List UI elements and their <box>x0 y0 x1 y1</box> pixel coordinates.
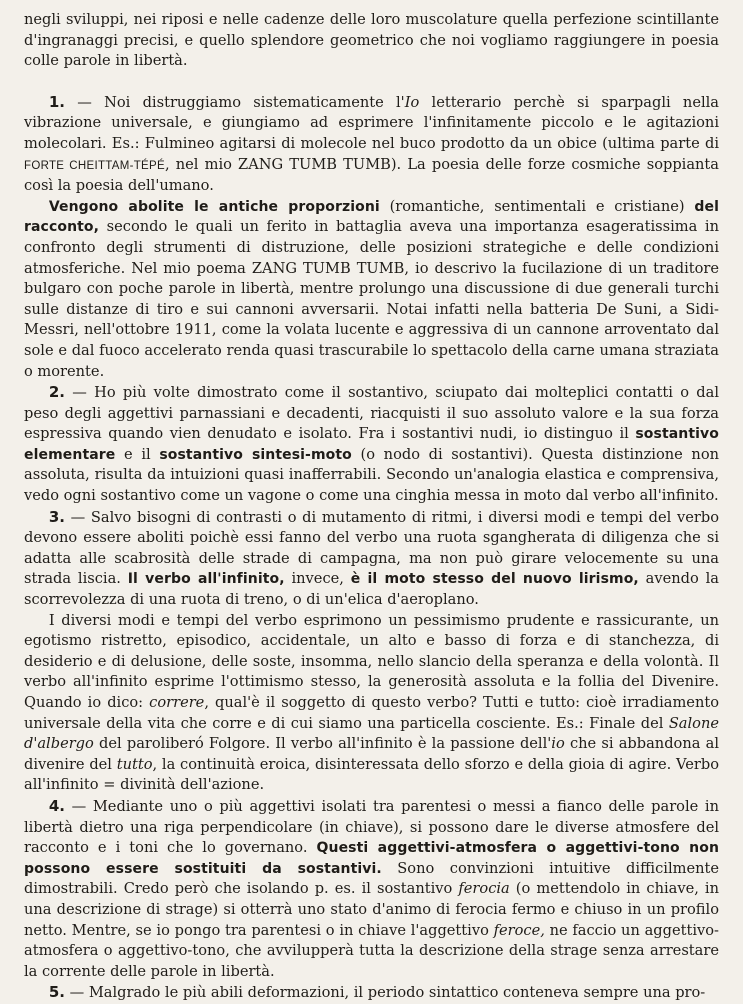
verb-modes-text-d: che si abbandona al divenire del <box>24 735 719 773</box>
section-1-text-a: — Noi distruggiamo sistematicamente l' <box>64 93 405 111</box>
section-3-text-b: invece, <box>284 570 351 588</box>
proportions-text-b: secondo le quali un ferito in battaglia aveva una importanza esageratissima in confronto degli strumenti di distruzione, delle posizioni strategiche e delle condizioni atmosferiche. Nel mio poema ZANG TUMB TUMB, io descrivo la fucilazione di un traditore bulgaro con poche parole in libertà, mentre prolungo una discussione di due generali turchi sulle distanze di tiro e sui cannoni avversarii. Notai infatti nella batteria De Suni, a Sidi-Messri, nell'ottobre 1911, come la volata lucente e aggressiva di un cannone arroventato dal sole e dal fuoco accelerato renda quasi trascurabile lo spettacolo della carne umana straziata o morente. <box>24 218 719 380</box>
section-3-bold-a: Il verbo all'infinito, <box>127 571 285 588</box>
section-2-bold-a: sostantivo elementare <box>24 426 719 463</box>
section-2-bold-b: sostantivo sintesi-moto <box>159 446 352 463</box>
section-1-small-caps: FORTE CHEITTAM-TÉPÉ <box>24 159 165 172</box>
verb-modes-italic-correre: correre <box>149 694 205 711</box>
proportions-bold-b: del racconto, <box>24 198 719 236</box>
verb-modes-italic-tutto: tutto <box>116 755 153 773</box>
section-3-bold-b: è il moto stesso del nuovo lirismo, <box>350 571 639 588</box>
section-4-italic-ferocia: ferocia <box>458 880 510 898</box>
verb-modes-text-b: , qual'è il soggetto di questo verbo? Tutti e tutto: cioè irradiamento universale della vita che corre e di cui siamo una particella cosciente. Es.: Finale del <box>24 694 719 732</box>
proportions-paragraph <box>24 197 719 382</box>
section-4-italic-feroce: feroce, <box>493 921 545 939</box>
verb-modes-text-c: del paroliberó Folgore. Il verbo all'infinito è la passione dell' <box>93 735 552 753</box>
section-4-text-c: (o mettendolo in chiave, in una descrizione di strage) si otterrà uno stato d'animo di ferocia fermo e chiuso in un profilo netto. Mentre, se io pongo tra parentesi o in chiave l'aggettivo <box>24 880 720 939</box>
section-1-text-c: , nel mio ZANG TUMB TUMB). La poesia delle forze cosmiche soppianta così la poesia dell'umano. <box>24 155 719 195</box>
intro-paragraph <box>24 10 719 72</box>
section-3-text-c: avendo la scorrevolezza di una ruota di treno, o di un'elica d'aeroplano. <box>24 570 719 609</box>
section-4-text-b: Sono convinzioni intuitive difficilmente dimostrabili. Credo però che isolando p. es. il sostantivo <box>24 859 719 898</box>
proportions-text-a: (romantiche, sentimentali e cristiane) <box>379 197 695 215</box>
section-4-text-a: — Mediante uno o più aggettivi isolati tra parentesi o messi a fianco delle parole in libertà dietro una riga perpendicolare (in chiave), si possono dare le diverse atmosfere del racconto e i toni che lo governano. <box>24 797 719 857</box>
section-5-text-a: — Malgrado le più abili deformazioni, il periodo sintattico conteneva sempre una pro- <box>64 984 706 1002</box>
verb-modes-paragraph <box>24 611 719 796</box>
section-3-number: 3. <box>48 507 65 526</box>
section-5-paragraph <box>24 982 719 1004</box>
section-4-paragraph <box>24 796 719 982</box>
section-4-bold-a: Questi aggettivi-atmosfera o aggettivi-tono non possono essere sostituiti da sostantivi. <box>24 840 720 877</box>
verb-modes-italic-io: io <box>551 735 565 753</box>
section-2-paragraph <box>24 382 719 507</box>
section-3-text-a: — Salvo bisogni di contrasti o di mutamento di ritmi, i diversi modi e tempi del verbo devono essere aboliti poichè essi fanno del verbo una ruota sgangherata di diligenza che si adatta alle scabrosità delle strade di campagna, ma non può girare velocemente su una strada liscia. <box>24 508 719 588</box>
section-4-text-d: ne faccio un aggettivo-atmosfera o aggettivo-tono, che avvilupperà tutta la descrizione della strage senza arrestare la corrente delle parole in libertà. <box>24 921 719 980</box>
section-2-text-b: e il <box>115 445 160 463</box>
proportions-bold-a: Vengono abolite le antiche proporzioni <box>48 198 380 215</box>
section-3-paragraph <box>24 507 719 611</box>
section-1-text-b: letterario perchè si sparpagli nella vibrazione universale, e giungiamo ad esprimere l'infinitamente piccolo e le agitazioni molecolari. Es.: Fulmineo agitarsi di molecole nel buco prodotto da un obice (ultima parte di <box>24 93 719 152</box>
section-1-italic-io: Io <box>404 93 420 111</box>
verb-modes-text-a: I diversi modi e tempi del verbo esprimono un pessimismo prudente e rassicurante, un egotismo ristretto, episodico, accidentale, un alto e basso di forza e di stanchezza, di desiderio e di delusione, delle soste, insomma, nello slancio della speranza e della volontà. Il verbo all'infinito esprime l'ottimismo stesso, la generosità assoluta e la follia del Divenire. Quando io dico: <box>24 611 719 711</box>
section-1-paragraph <box>24 92 719 197</box>
section-2-text-a: — Ho più volte dimostrato come il sostantivo, sciupato dai molteplici contatti o dal peso degli aggettivi parnassiani e decadenti, riacquisti il suo assoluto valore e la sua forza espressiva quando vien denudato e isolato. Fra i sostantivi nudi, io distinguo il <box>24 384 719 443</box>
section-2-text-c: (o nodo di sostantivi). Questa distinzione non assoluta, risulta da intuizioni quasi inafferrabili. Secondo un'analogia elastica e comprensiva, vedo ogni sostantivo come un vagone o come una cinghia messa in moto dal verbo all'infinito. <box>24 445 720 505</box>
section-2-number: 2. <box>48 383 65 402</box>
section-4-number: 4. <box>48 796 65 815</box>
intro-text: negli sviluppi, nei riposi e nelle cadenze delle loro muscolature quella perfezione scintillante d'ingranaggi precisi, e quello splendore geometrico che noi vogliamo raggiungere in poesia colle parole in libertà. <box>24 11 719 70</box>
section-1-number: 1. <box>48 92 65 111</box>
section-5-number: 5. <box>48 983 65 1002</box>
verb-modes-italic-salone: Salone d'albergo <box>24 714 719 753</box>
verb-modes-text-e: , la continuità eroica, disinteressata dello sforzo e della gioia di agire. Verbo all'infinito = divinità dell'azione. <box>24 755 719 794</box>
